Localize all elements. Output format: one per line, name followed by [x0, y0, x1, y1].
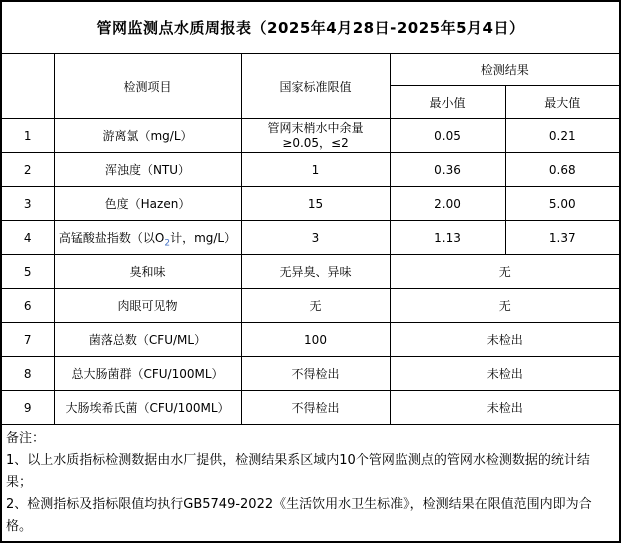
row-standard [241, 119, 390, 153]
table-row [1, 391, 620, 425]
row-standard: 无 [241, 289, 390, 323]
row-min-value: 0.36 [390, 153, 505, 187]
row-standard: 15 [241, 187, 390, 221]
row-standard: 3 [241, 221, 390, 255]
table-row [1, 255, 620, 289]
header-result: 检测结果 [390, 54, 620, 86]
row-max-value: 0.21 [505, 119, 620, 153]
header-item: 检测项目 [54, 54, 241, 119]
table-row [1, 153, 620, 187]
header-min: 最小值 [390, 86, 505, 119]
row-max-value: 5.00 [505, 187, 620, 221]
row-max-value: 0.68 [505, 153, 620, 187]
item-text: 计，mg/L） [170, 231, 237, 245]
notes-label: 备注： [6, 431, 46, 446]
row-item: 肉眼可见物 [54, 289, 241, 323]
notes-cell [1, 425, 620, 543]
row-result-value: 无 [390, 255, 620, 289]
table-row [1, 357, 620, 391]
row-standard: 不得检出 [241, 391, 390, 425]
table-row [1, 323, 620, 357]
notes-line-2: 2、检测指标及指标限值均执行GB5749-2022《生活饮用水卫生标准》，检测结果在限值范围内即为合格。 [6, 497, 592, 534]
standard-text: 管网末梢水中余量≥0.05，≤2 [267, 120, 364, 150]
title-row [1, 1, 620, 54]
row-number: 9 [1, 391, 54, 425]
row-number: 3 [1, 187, 54, 221]
header-row-1 [1, 54, 620, 86]
row-number: 1 [1, 119, 54, 153]
row-min-value: 1.13 [390, 221, 505, 255]
item-text: 高锰酸盐指数（以O [58, 231, 165, 245]
row-min-value: 0.05 [390, 119, 505, 153]
row-standard: 无异臭、异味 [241, 255, 390, 289]
row-item: 总大肠菌群（CFU/100ML） [54, 357, 241, 391]
row-item: 色度（Hazen） [54, 187, 241, 221]
row-item: 臭和味 [54, 255, 241, 289]
row-item: 菌落总数（CFU/ML） [54, 323, 241, 357]
row-max-value: 1.37 [505, 221, 620, 255]
row-number: 5 [1, 255, 54, 289]
header-max: 最大值 [505, 86, 620, 119]
row-min-value: 2.00 [390, 187, 505, 221]
row-standard: 不得检出 [241, 357, 390, 391]
table-row [1, 289, 620, 323]
header-index [1, 54, 54, 119]
notes-line-1: 1、以上水质指标检测数据由水厂提供，检测结果系区域内10个管网监测点的管网水检测数据的统计结果； [6, 453, 590, 490]
row-item: 游离氯（mg/L） [54, 119, 241, 153]
item-subscript: 2 [164, 238, 171, 249]
table-row [1, 221, 620, 255]
row-standard: 1 [241, 153, 390, 187]
row-result-value: 未检出 [390, 357, 620, 391]
row-result-value: 未检出 [390, 391, 620, 425]
row-item [54, 221, 241, 255]
notes-row [1, 425, 620, 543]
table-row [1, 187, 620, 221]
table-row [1, 119, 620, 153]
row-item: 浑浊度（NTU） [54, 153, 241, 187]
row-number: 7 [1, 323, 54, 357]
row-item: 大肠埃希氏菌（CFU/100ML） [54, 391, 241, 425]
page-title: 管网监测点水质周报表（2025年4月28日-2025年5月4日） [1, 1, 620, 54]
row-standard: 100 [241, 323, 390, 357]
row-number: 6 [1, 289, 54, 323]
row-number: 4 [1, 221, 54, 255]
row-result-value: 无 [390, 289, 620, 323]
row-number: 2 [1, 153, 54, 187]
header-standard: 国家标准限值 [241, 54, 390, 119]
row-result-value: 未检出 [390, 323, 620, 357]
row-number: 8 [1, 357, 54, 391]
